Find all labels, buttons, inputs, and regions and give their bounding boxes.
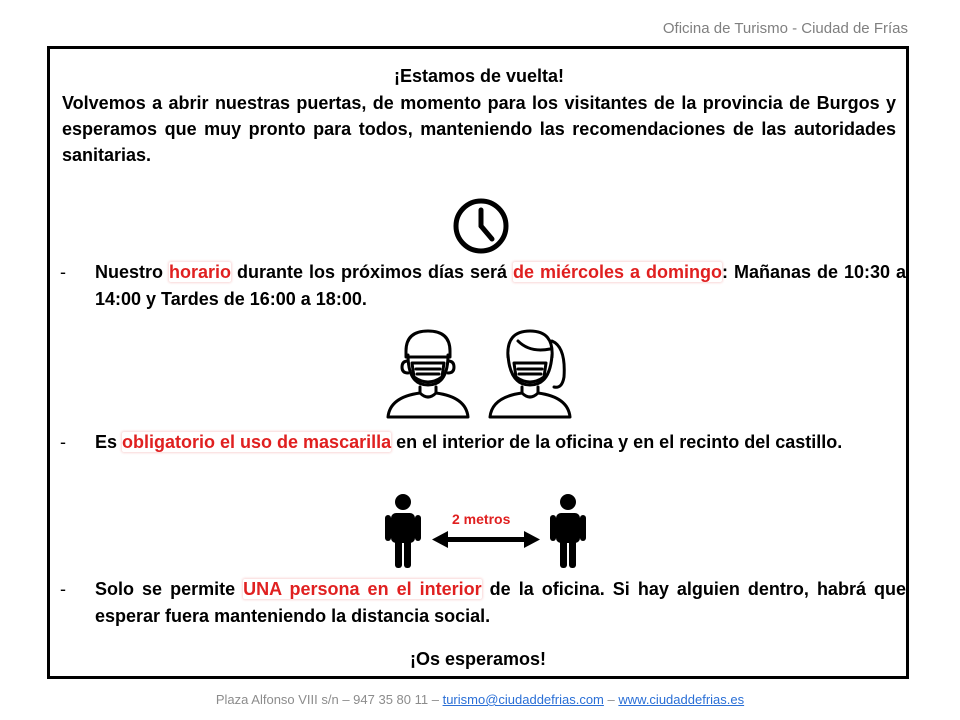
text-run: en el interior de la oficina y en el recinto del castillo. [391,432,843,452]
bullet-capacity [60,576,906,630]
notice-content [62,49,896,168]
text-run: Es [95,432,123,452]
header-title: Oficina de Turismo - Ciudad de Frías [662,20,908,37]
email-link[interactable]: turismo@ciudaddefrias.com [442,692,604,707]
bullet-dash: - [60,432,66,452]
bullet-mask [60,429,906,456]
masked-people-icon [380,327,580,419]
website-link[interactable]: www.ciudaddefrias.es [618,692,745,707]
bullet-dash: - [60,579,66,599]
text-run: : Mañanas de 10:30 a 14:00 y Tardes de 16:00 a 18:00. [95,262,906,309]
notice-title: ¡Estamos de vuelta! [393,66,565,86]
text-run: durante los próximos días será [231,262,513,282]
text-run: de la oficina. Si hay alguien dentro, habrá que esperar fuera manteniendo la distancia social. [95,579,906,626]
distance-label: 2 metros [452,511,511,527]
text-run: Solo se permite [95,579,244,599]
bullet-dash: - [60,262,66,282]
notice-frame [47,46,909,679]
bullet-mask-text [95,429,906,456]
highlight-days: de miércoles a domingo [513,262,722,282]
notice-intro: Volvemos a abrir nuestras puertas, de momento para los visitantes de la provincia de Burgos y esperamos que muy pronto para todos, manteniendo las recomendaciones de las autoridades sanitarias. [62,93,896,165]
footer-separator: – [603,692,619,707]
highlight-mask: obligatorio el uso de mascarilla [122,432,392,452]
footer-contact [0,692,960,707]
social-distance-icon [378,493,588,569]
highlight-horario: horario [169,262,232,282]
text-run: Nuestro [95,262,169,282]
bullet-capacity-text [95,576,906,630]
bullet-schedule-text [95,259,906,313]
highlight-capacity: UNA persona en el interior [243,579,482,599]
clock-icon [452,197,510,255]
closing-message: ¡Os esperamos! [409,649,547,669]
footer-address: Plaza Alfonso VIII s/n – 947 35 80 11 – [215,692,443,707]
bullet-schedule [60,259,906,313]
